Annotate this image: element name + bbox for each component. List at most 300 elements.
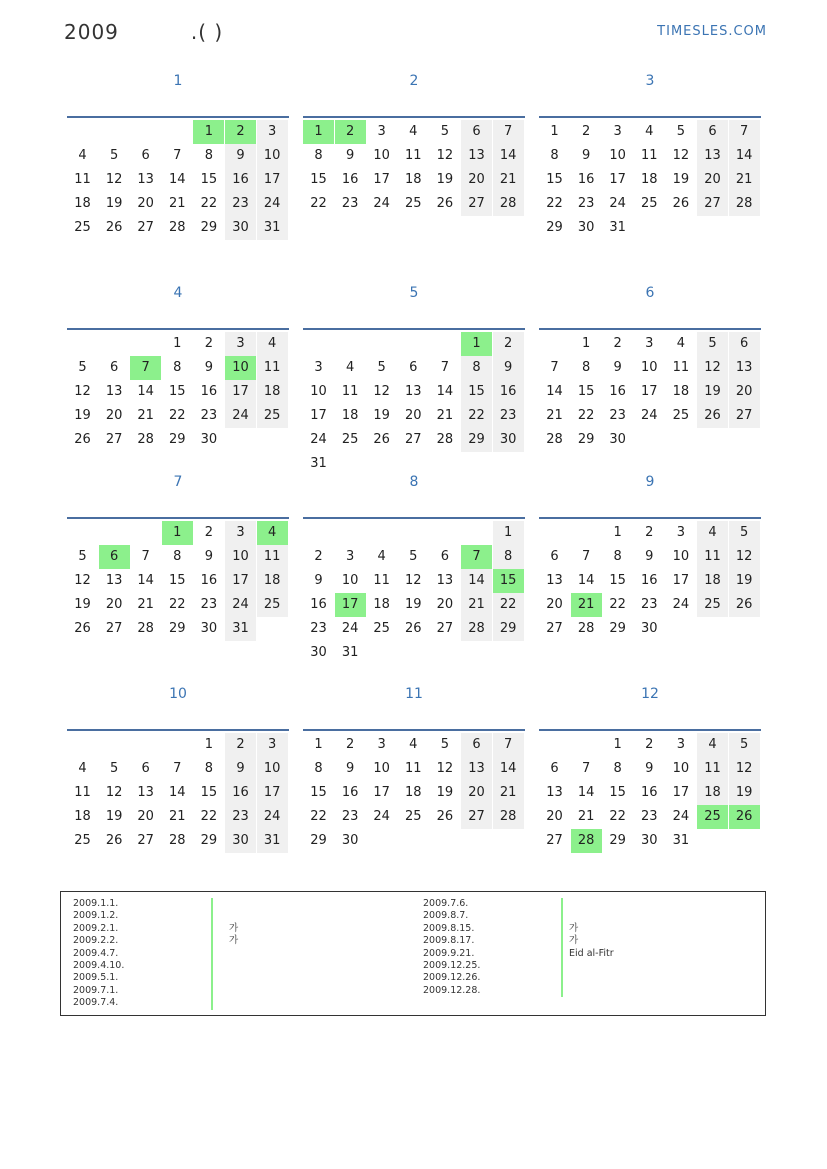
day-cell[interactable]: 22 (546, 196, 563, 211)
day-cell[interactable]: 1 (173, 336, 182, 351)
day-cell[interactable]: 1 (461, 332, 492, 356)
day-cell[interactable]: 10 (373, 761, 390, 776)
day-cell[interactable]: 21 (729, 168, 760, 192)
day-cell[interactable]: 20 (546, 809, 563, 824)
day-cell[interactable]: 27 (461, 192, 492, 216)
day-cell[interactable]: 7 (550, 360, 559, 375)
day-cell[interactable]: 14 (577, 785, 595, 800)
day-cell[interactable]: 28 (137, 432, 154, 447)
day-cell[interactable]: 12 (74, 384, 91, 399)
day-cell[interactable]: 17 (609, 172, 626, 187)
day-cell[interactable]: 14 (493, 757, 524, 781)
day-cell[interactable]: 8 (613, 761, 622, 776)
day-cell[interactable]: 13 (461, 757, 492, 781)
day-cell[interactable]: 20 (546, 597, 563, 612)
day-cell[interactable]: 5 (78, 549, 87, 564)
day-cell[interactable]: 14 (169, 172, 186, 187)
day-cell[interactable]: 27 (405, 432, 422, 447)
day-cell[interactable]: 2 (581, 124, 591, 139)
day-cell[interactable]: 2 (645, 525, 654, 540)
day-cell[interactable]: 21 (546, 408, 563, 423)
day-cell[interactable]: 5 (109, 761, 119, 776)
day-cell[interactable]: 17 (310, 408, 327, 423)
day-cell[interactable]: 29 (310, 833, 327, 848)
day-cell[interactable]: 12 (436, 761, 454, 776)
day-cell[interactable]: 10 (373, 148, 390, 163)
day-cell[interactable]: 20 (137, 196, 154, 211)
day-cell[interactable]: 27 (137, 220, 154, 235)
day-cell[interactable]: 18 (641, 172, 658, 187)
day-cell[interactable]: 12 (105, 785, 123, 800)
day-cell[interactable]: 5 (729, 521, 760, 545)
day-cell[interactable]: 18 (405, 172, 422, 187)
day-cell[interactable]: 19 (105, 196, 123, 211)
day-cell[interactable]: 14 (546, 384, 563, 399)
day-cell[interactable]: 16 (577, 172, 595, 187)
day-cell[interactable]: 30 (641, 621, 658, 636)
day-cell[interactable]: 9 (204, 360, 214, 375)
day-cell[interactable]: 18 (74, 809, 91, 824)
day-cell[interactable]: 31 (609, 220, 626, 235)
day-cell[interactable]: 7 (141, 549, 150, 564)
day-cell[interactable]: 25 (697, 593, 728, 617)
day-cell[interactable]: 27 (105, 621, 123, 636)
day-cell[interactable]: 8 (493, 545, 524, 569)
day-cell[interactable]: 4 (257, 332, 288, 356)
day-cell[interactable]: 31 (672, 833, 690, 848)
day-cell[interactable]: 7 (461, 545, 492, 569)
day-cell[interactable]: 8 (314, 761, 323, 776)
day-cell[interactable]: 24 (672, 809, 690, 824)
day-cell[interactable]: 1 (204, 737, 214, 752)
day-cell[interactable]: 28 (493, 192, 524, 216)
day-cell[interactable]: 14 (137, 573, 154, 588)
day-cell[interactable]: 23 (641, 597, 658, 612)
day-cell[interactable]: 30 (341, 833, 359, 848)
day-cell[interactable]: 30 (200, 621, 218, 636)
day-cell[interactable]: 22 (169, 408, 186, 423)
day-cell[interactable]: 9 (581, 148, 591, 163)
day-cell[interactable]: 10 (225, 545, 256, 569)
day-cell[interactable]: 21 (169, 809, 186, 824)
day-cell[interactable]: 6 (141, 761, 150, 776)
day-cell[interactable]: 18 (697, 781, 728, 805)
day-cell[interactable]: 29 (461, 428, 492, 452)
day-cell[interactable]: 17 (672, 785, 690, 800)
day-cell[interactable]: 6 (141, 148, 150, 163)
day-cell[interactable]: 26 (672, 196, 690, 211)
day-cell[interactable]: 24 (672, 597, 690, 612)
day-cell[interactable]: 4 (409, 124, 418, 139)
day-cell[interactable]: 30 (493, 428, 524, 452)
day-cell[interactable]: 2 (493, 332, 524, 356)
day-cell[interactable]: 3 (676, 525, 686, 540)
day-cell[interactable]: 6 (440, 549, 450, 564)
day-cell[interactable]: 8 (173, 549, 182, 564)
day-cell[interactable]: 30 (641, 833, 658, 848)
day-cell[interactable]: 24 (257, 805, 288, 829)
day-cell[interactable]: 26 (373, 432, 390, 447)
day-cell[interactable]: 8 (204, 148, 214, 163)
day-cell[interactable]: 31 (310, 456, 327, 471)
day-cell[interactable]: 21 (571, 593, 602, 617)
day-cell[interactable]: 14 (493, 144, 524, 168)
day-cell[interactable]: 23 (225, 805, 256, 829)
day-cell[interactable]: 24 (609, 196, 626, 211)
day-cell[interactable]: 10 (257, 757, 288, 781)
day-cell[interactable]: 3 (314, 360, 323, 375)
day-cell[interactable]: 31 (225, 617, 256, 641)
day-cell[interactable]: 6 (461, 733, 492, 757)
day-cell[interactable]: 10 (310, 384, 327, 399)
day-cell[interactable]: 18 (257, 569, 288, 593)
day-cell[interactable]: 11 (697, 757, 728, 781)
day-cell[interactable]: 2 (225, 120, 256, 144)
day-cell[interactable]: 8 (461, 356, 492, 380)
day-cell[interactable]: 3 (676, 737, 686, 752)
day-cell[interactable]: 27 (436, 621, 454, 636)
day-cell[interactable]: 8 (314, 148, 323, 163)
day-cell[interactable]: 15 (310, 785, 327, 800)
day-cell[interactable]: 16 (200, 573, 218, 588)
day-cell[interactable]: 2 (345, 737, 355, 752)
day-cell[interactable]: 15 (609, 573, 626, 588)
day-cell[interactable]: 3 (377, 737, 386, 752)
day-cell[interactable]: 19 (436, 785, 454, 800)
day-cell[interactable]: 15 (609, 785, 626, 800)
day-cell[interactable]: 1 (162, 521, 193, 545)
day-cell[interactable]: 30 (225, 216, 256, 240)
day-cell[interactable]: 5 (676, 124, 686, 139)
day-cell[interactable]: 31 (257, 216, 288, 240)
day-cell[interactable]: 5 (440, 124, 450, 139)
day-cell[interactable]: 30 (609, 432, 626, 447)
day-cell[interactable]: 19 (74, 597, 91, 612)
day-cell[interactable]: 11 (405, 761, 422, 776)
day-cell[interactable]: 17 (335, 593, 366, 617)
day-cell[interactable]: 22 (200, 809, 218, 824)
day-cell[interactable]: 26 (436, 809, 454, 824)
day-cell[interactable]: 15 (310, 172, 327, 187)
day-cell[interactable]: 3 (225, 521, 256, 545)
day-cell[interactable]: 4 (676, 336, 686, 351)
day-cell[interactable]: 10 (257, 144, 288, 168)
day-cell[interactable]: 4 (377, 549, 386, 564)
day-cell[interactable]: 20 (105, 408, 123, 423)
day-cell[interactable]: 28 (571, 829, 602, 853)
day-cell[interactable]: 2 (613, 336, 622, 351)
day-cell[interactable]: 24 (257, 192, 288, 216)
day-cell[interactable]: 6 (550, 761, 559, 776)
day-cell[interactable]: 3 (645, 336, 654, 351)
day-cell[interactable]: 8 (613, 549, 622, 564)
day-cell[interactable]: 3 (345, 549, 355, 564)
day-cell[interactable]: 11 (373, 573, 390, 588)
day-cell[interactable]: 15 (493, 569, 524, 593)
day-cell[interactable]: 20 (697, 168, 728, 192)
day-cell[interactable]: 29 (169, 621, 186, 636)
day-cell[interactable]: 24 (310, 432, 327, 447)
day-cell[interactable]: 13 (697, 144, 728, 168)
day-cell[interactable]: 11 (341, 384, 359, 399)
day-cell[interactable]: 1 (613, 737, 622, 752)
day-cell[interactable]: 4 (345, 360, 355, 375)
day-cell[interactable]: 23 (577, 196, 595, 211)
day-cell[interactable]: 25 (74, 220, 91, 235)
day-cell[interactable]: 22 (461, 404, 492, 428)
day-cell[interactable]: 16 (641, 785, 658, 800)
day-cell[interactable]: 8 (581, 360, 591, 375)
day-cell[interactable]: 23 (493, 404, 524, 428)
day-cell[interactable]: 25 (257, 404, 288, 428)
day-cell[interactable]: 27 (546, 833, 563, 848)
day-cell[interactable]: 27 (105, 432, 123, 447)
day-cell[interactable]: 4 (697, 521, 728, 545)
day-cell[interactable]: 4 (257, 521, 288, 545)
day-cell[interactable]: 26 (74, 432, 91, 447)
day-cell[interactable]: 14 (577, 573, 595, 588)
day-cell[interactable]: 29 (169, 432, 186, 447)
day-cell[interactable]: 25 (405, 196, 422, 211)
day-cell[interactable]: 22 (609, 809, 626, 824)
day-cell[interactable]: 28 (461, 617, 492, 641)
day-cell[interactable]: 26 (105, 220, 123, 235)
day-cell[interactable]: 21 (436, 408, 454, 423)
day-cell[interactable]: 7 (173, 148, 182, 163)
day-cell[interactable]: 16 (609, 384, 626, 399)
day-cell[interactable]: 29 (200, 220, 218, 235)
day-cell[interactable]: 22 (493, 593, 524, 617)
day-cell[interactable]: 5 (78, 360, 87, 375)
day-cell[interactable]: 23 (641, 809, 658, 824)
day-cell[interactable]: 6 (99, 545, 130, 569)
day-cell[interactable]: 1 (493, 521, 524, 545)
day-cell[interactable]: 21 (493, 781, 524, 805)
day-cell[interactable]: 5 (697, 332, 728, 356)
day-cell[interactable]: 23 (200, 408, 218, 423)
day-cell[interactable]: 4 (78, 148, 87, 163)
day-cell[interactable]: 21 (169, 196, 186, 211)
day-cell[interactable]: 19 (697, 380, 728, 404)
day-cell[interactable]: 28 (546, 432, 563, 447)
day-cell[interactable]: 25 (672, 408, 690, 423)
day-cell[interactable]: 24 (373, 196, 390, 211)
day-cell[interactable]: 13 (105, 384, 123, 399)
day-cell[interactable]: 29 (200, 833, 218, 848)
day-cell[interactable]: 15 (169, 384, 186, 399)
site-link[interactable]: TIMESLES.COM (657, 24, 767, 39)
day-cell[interactable]: 29 (493, 617, 524, 641)
day-cell[interactable]: 13 (137, 785, 154, 800)
day-cell[interactable]: 26 (405, 621, 422, 636)
day-cell[interactable]: 24 (641, 408, 658, 423)
day-cell[interactable]: 30 (310, 645, 327, 660)
day-cell[interactable]: 16 (641, 573, 658, 588)
day-cell[interactable]: 10 (641, 360, 658, 375)
day-cell[interactable]: 20 (729, 380, 760, 404)
day-cell[interactable]: 24 (373, 809, 390, 824)
day-cell[interactable]: 15 (200, 172, 218, 187)
day-cell[interactable]: 2 (204, 525, 214, 540)
day-cell[interactable]: 14 (461, 569, 492, 593)
day-cell[interactable]: 14 (729, 144, 760, 168)
day-cell[interactable]: 22 (169, 597, 186, 612)
day-cell[interactable]: 11 (672, 360, 690, 375)
day-cell[interactable]: 12 (697, 356, 728, 380)
day-cell[interactable]: 21 (461, 593, 492, 617)
day-cell[interactable]: 25 (341, 432, 359, 447)
day-cell[interactable]: 2 (335, 120, 366, 144)
day-cell[interactable]: 1 (303, 120, 334, 144)
day-cell[interactable]: 29 (609, 621, 626, 636)
day-cell[interactable]: 10 (225, 356, 256, 380)
day-cell[interactable]: 12 (105, 172, 123, 187)
day-cell[interactable]: 29 (546, 220, 563, 235)
day-cell[interactable]: 18 (341, 408, 359, 423)
day-cell[interactable]: 11 (641, 148, 658, 163)
day-cell[interactable]: 28 (729, 192, 760, 216)
day-cell[interactable]: 28 (137, 621, 154, 636)
day-cell[interactable]: 23 (225, 192, 256, 216)
day-cell[interactable]: 10 (609, 148, 626, 163)
day-cell[interactable]: 7 (173, 761, 182, 776)
day-cell[interactable]: 28 (493, 805, 524, 829)
day-cell[interactable]: 23 (341, 196, 359, 211)
day-cell[interactable]: 13 (461, 144, 492, 168)
day-cell[interactable]: 2 (204, 336, 214, 351)
day-cell[interactable]: 31 (257, 829, 288, 853)
day-cell[interactable]: 15 (200, 785, 218, 800)
day-cell[interactable]: 13 (105, 573, 123, 588)
day-cell[interactable]: 13 (137, 172, 154, 187)
day-cell[interactable]: 29 (577, 432, 595, 447)
day-cell[interactable]: 12 (729, 757, 760, 781)
day-cell[interactable]: 22 (200, 196, 218, 211)
day-cell[interactable]: 23 (200, 597, 218, 612)
day-cell[interactable]: 12 (74, 573, 91, 588)
day-cell[interactable]: 7 (581, 549, 591, 564)
day-cell[interactable]: 17 (257, 781, 288, 805)
day-cell[interactable]: 7 (493, 733, 524, 757)
day-cell[interactable]: 31 (341, 645, 359, 660)
day-cell[interactable]: 7 (581, 761, 591, 776)
day-cell[interactable]: 18 (373, 597, 390, 612)
day-cell[interactable]: 16 (341, 785, 359, 800)
day-cell[interactable]: 7 (130, 356, 161, 380)
day-cell[interactable]: 21 (493, 168, 524, 192)
day-cell[interactable]: 27 (546, 621, 563, 636)
day-cell[interactable]: 3 (613, 124, 622, 139)
day-cell[interactable]: 11 (405, 148, 422, 163)
day-cell[interactable]: 23 (609, 408, 626, 423)
day-cell[interactable]: 19 (436, 172, 454, 187)
day-cell[interactable]: 28 (436, 432, 454, 447)
day-cell[interactable]: 22 (577, 408, 595, 423)
day-cell[interactable]: 7 (729, 120, 760, 144)
day-cell[interactable]: 19 (105, 809, 123, 824)
day-cell[interactable]: 24 (225, 593, 256, 617)
day-cell[interactable]: 9 (225, 757, 256, 781)
day-cell[interactable]: 11 (257, 356, 288, 380)
day-cell[interactable]: 19 (373, 408, 390, 423)
day-cell[interactable]: 22 (310, 809, 327, 824)
day-cell[interactable]: 30 (200, 432, 218, 447)
day-cell[interactable]: 10 (341, 573, 359, 588)
day-cell[interactable]: 2 (314, 549, 323, 564)
day-cell[interactable]: 28 (577, 621, 595, 636)
day-cell[interactable]: 9 (345, 148, 355, 163)
day-cell[interactable]: 18 (697, 569, 728, 593)
day-cell[interactable]: 6 (697, 120, 728, 144)
day-cell[interactable]: 20 (461, 781, 492, 805)
day-cell[interactable]: 9 (225, 144, 256, 168)
day-cell[interactable]: 11 (74, 785, 91, 800)
day-cell[interactable]: 6 (109, 360, 119, 375)
day-cell[interactable]: 16 (225, 781, 256, 805)
day-cell[interactable]: 1 (613, 525, 622, 540)
day-cell[interactable]: 15 (461, 380, 492, 404)
day-cell[interactable]: 5 (377, 360, 386, 375)
day-cell[interactable]: 16 (200, 384, 218, 399)
day-cell[interactable]: 29 (609, 833, 626, 848)
day-cell[interactable]: 6 (409, 360, 418, 375)
day-cell[interactable]: 9 (204, 549, 214, 564)
day-cell[interactable]: 16 (341, 172, 359, 187)
day-cell[interactable]: 24 (341, 621, 359, 636)
day-cell[interactable]: 10 (672, 549, 690, 564)
day-cell[interactable]: 26 (697, 404, 728, 428)
day-cell[interactable]: 18 (74, 196, 91, 211)
day-cell[interactable]: 3 (225, 332, 256, 356)
day-cell[interactable]: 30 (225, 829, 256, 853)
day-cell[interactable]: 16 (225, 168, 256, 192)
day-cell[interactable]: 14 (137, 384, 154, 399)
day-cell[interactable]: 20 (436, 597, 454, 612)
day-cell[interactable]: 7 (440, 360, 450, 375)
day-cell[interactable]: 14 (436, 384, 454, 399)
day-cell[interactable]: 2 (645, 737, 654, 752)
day-cell[interactable]: 23 (310, 621, 327, 636)
day-cell[interactable]: 25 (373, 621, 390, 636)
day-cell[interactable]: 19 (405, 597, 422, 612)
day-cell[interactable]: 12 (373, 384, 390, 399)
day-cell[interactable]: 18 (672, 384, 690, 399)
day-cell[interactable]: 10 (672, 761, 690, 776)
day-cell[interactable]: 3 (377, 124, 386, 139)
day-cell[interactable]: 30 (577, 220, 595, 235)
day-cell[interactable]: 12 (405, 573, 422, 588)
day-cell[interactable]: 24 (225, 404, 256, 428)
day-cell[interactable]: 19 (74, 408, 91, 423)
day-cell[interactable]: 13 (436, 573, 454, 588)
day-cell[interactable]: 20 (137, 809, 154, 824)
day-cell[interactable]: 15 (546, 172, 563, 187)
day-cell[interactable]: 20 (461, 168, 492, 192)
day-cell[interactable]: 17 (373, 785, 390, 800)
day-cell[interactable]: 11 (257, 545, 288, 569)
day-cell[interactable]: 25 (257, 593, 288, 617)
day-cell[interactable]: 7 (493, 120, 524, 144)
day-cell[interactable]: 26 (436, 196, 454, 211)
day-cell[interactable]: 1 (314, 737, 323, 752)
day-cell[interactable]: 15 (169, 573, 186, 588)
day-cell[interactable]: 20 (405, 408, 422, 423)
day-cell[interactable]: 9 (645, 549, 654, 564)
day-cell[interactable]: 11 (697, 545, 728, 569)
day-cell[interactable]: 13 (729, 356, 760, 380)
day-cell[interactable]: 23 (341, 809, 359, 824)
day-cell[interactable]: 13 (546, 573, 563, 588)
